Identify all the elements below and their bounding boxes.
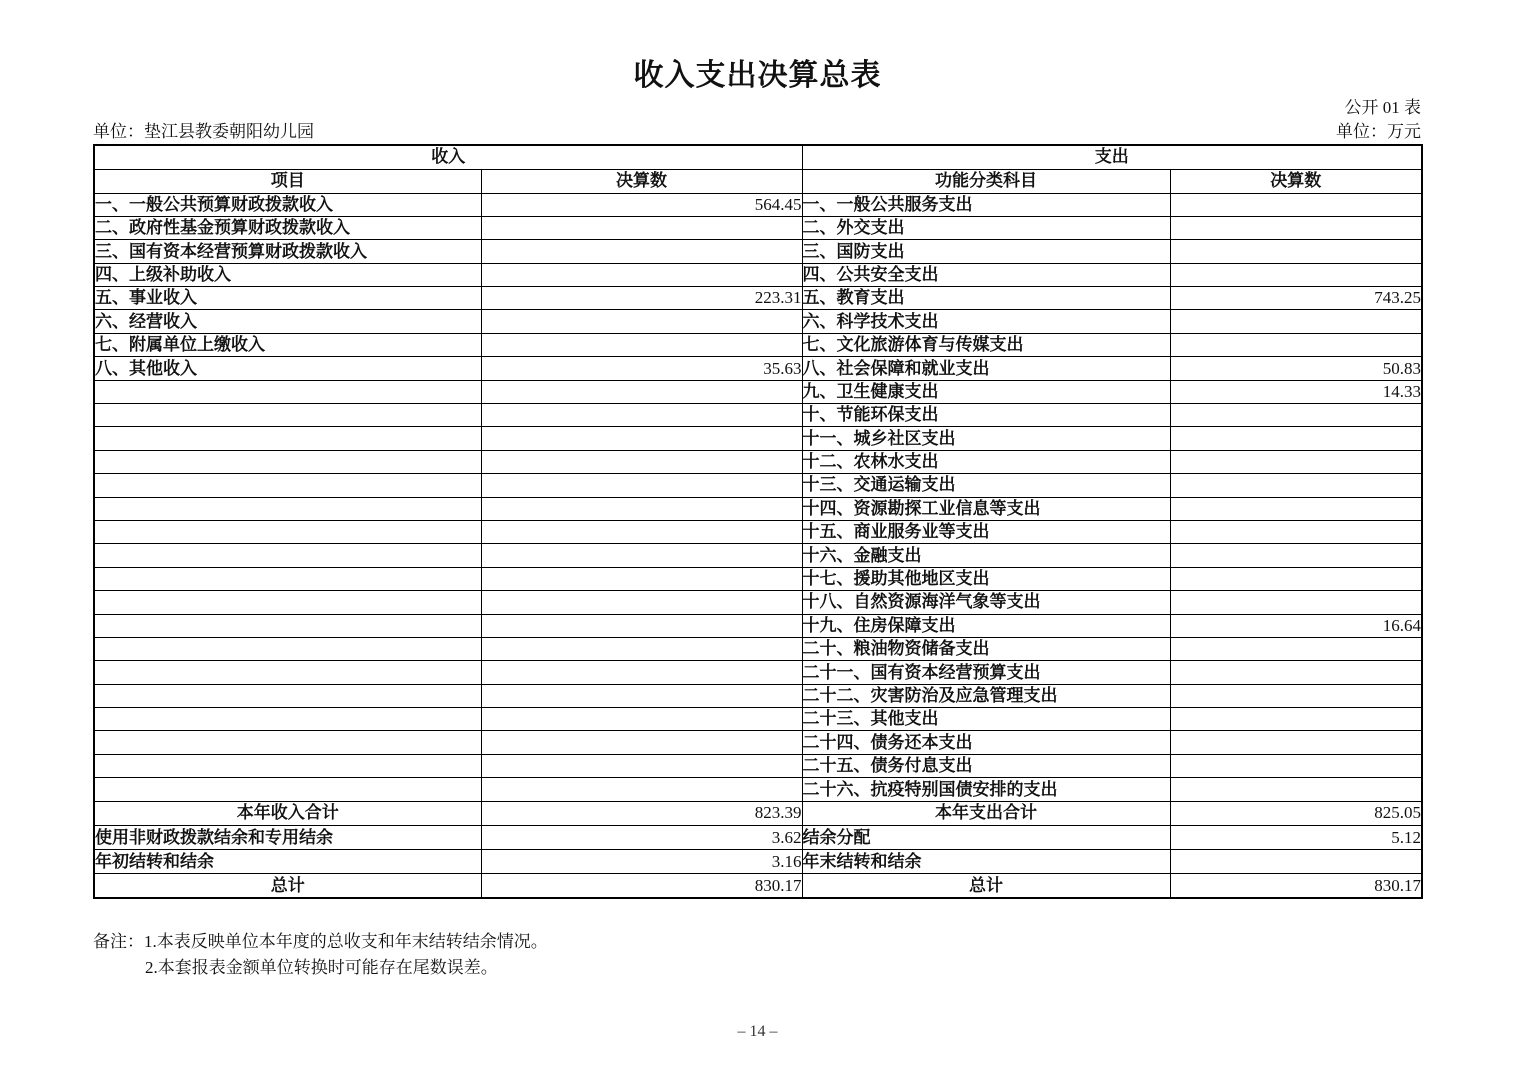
expense-item-cell: 十五、商业服务业等支出 [802,520,1170,543]
expense-amount-cell: 825.05 [1170,801,1422,825]
unit-row [93,117,1421,142]
expense-item-cell: 十四、资源勘探工业信息等支出 [802,497,1170,520]
income-item-cell [94,567,481,590]
table-row [94,754,1422,777]
expense-item-cell: 二十二、灾害防治及应急管理支出 [802,684,1170,707]
notes-label: 备注： [93,932,144,951]
table-row [94,474,1422,497]
expense-amount-cell [1170,661,1422,684]
income-amount-cell [481,216,802,239]
income-item-cell: 八、其他收入 [94,357,481,380]
income-item-cell [94,520,481,543]
income-item-cell [94,754,481,777]
income-amount-cell [481,380,802,403]
table-row [94,520,1422,543]
income-amount-cell [481,637,802,660]
expense-item-cell: 十、节能环保支出 [802,404,1170,427]
income-amount-cell: 3.16 [481,850,802,874]
expense-item-cell: 五、教育支出 [802,287,1170,310]
income-amount-cell [481,684,802,707]
expense-item-cell: 六、科学技术支出 [802,310,1170,333]
income-item-cell: 一、一般公共预算财政拨款收入 [94,193,481,216]
income-item-cell [94,474,481,497]
table-row [94,778,1422,801]
income-amount-cell [481,427,802,450]
expense-item-cell: 三、国防支出 [802,240,1170,263]
income-item-cell: 本年收入合计 [94,801,481,825]
expense-item-cell: 十六、金融支出 [802,544,1170,567]
unit-measure-label: 单位：万元 [1336,122,1421,141]
expense-item-cell: 一、一般公共服务支出 [802,193,1170,216]
income-amount-cell [481,614,802,637]
income-amount-cell [481,520,802,543]
income-item-cell: 年初结转和结余 [94,850,481,874]
expense-item-cell: 结余分配 [802,825,1170,849]
table-row [94,684,1422,707]
income-amount-cell [481,661,802,684]
table-row [94,310,1422,333]
income-amount-cell [481,544,802,567]
expense-item-cell: 十七、援助其他地区支出 [802,567,1170,590]
income-item-cell: 五、事业收入 [94,287,481,310]
income-amount-cell [481,731,802,754]
expense-item-cell: 十九、住房保障支出 [802,614,1170,637]
expense-item-cell: 二十一、国有资本经营预算支出 [802,661,1170,684]
expense-amount-cell: 5.12 [1170,825,1422,849]
income-amount-cell: 564.45 [481,193,802,216]
table-row [94,708,1422,731]
income-amount-cell [481,404,802,427]
income-item-cell [94,427,481,450]
table-row [94,380,1422,403]
expense-amount-cell [1170,520,1422,543]
income-item-cell [94,661,481,684]
income-item-cell: 三、国有资本经营预算财政拨款收入 [94,240,481,263]
income-amount-cell [481,240,802,263]
expense-amount-cell [1170,591,1422,614]
income-item-cell [94,637,481,660]
expense-item-cell: 九、卫生健康支出 [802,380,1170,403]
income-amount-cell [481,263,802,286]
income-amount-cell [481,310,802,333]
table-row [94,614,1422,637]
income-item-cell [94,614,481,637]
income-item-cell [94,684,481,707]
income-item-cell [94,778,481,801]
income-amount-cell [481,591,802,614]
expense-item-cell: 二十四、债务还本支出 [802,731,1170,754]
expense-amount-cell [1170,216,1422,239]
expense-amount-cell [1170,193,1422,216]
expense-amount-cell [1170,240,1422,263]
expense-item-cell: 二十六、抗疫特别国债安排的支出 [802,778,1170,801]
income-amount-cell [481,778,802,801]
expense-amount-cell: 830.17 [1170,874,1422,898]
income-amount-cell: 3.62 [481,825,802,849]
table-row [94,357,1422,380]
expense-amount-cell [1170,684,1422,707]
page-number: – 14 – [737,1023,778,1040]
notes-block [93,929,1421,981]
summary-row [94,825,1422,849]
expense-item-cell: 总计 [802,874,1170,898]
income-expense-table [93,144,1423,899]
income-item-cell [94,450,481,473]
expense-item-cell: 本年支出合计 [802,801,1170,825]
expense-amount-cell [1170,778,1422,801]
table-row [94,450,1422,473]
table-row [94,193,1422,216]
expense-amount-cell [1170,497,1422,520]
income-amount-cell: 823.39 [481,801,802,825]
expense-item-cell: 七、文化旅游体育与传媒支出 [802,333,1170,356]
expense-item-cell: 十二、农林水支出 [802,450,1170,473]
income-amount-cell [481,708,802,731]
unit-name-label: 单位：垫江县教委朝阳幼儿园 [93,122,314,141]
expense-item-cell: 十一、城乡社区支出 [802,427,1170,450]
table-row [94,287,1422,310]
expense-item-cell: 八、社会保障和就业支出 [802,357,1170,380]
expense-amount-cell [1170,310,1422,333]
col-header-income-amount: 决算数 [481,169,802,193]
income-amount-cell [481,754,802,777]
income-item-cell: 使用非财政拨款结余和专用结余 [94,825,481,849]
expense-item-cell: 二十三、其他支出 [802,708,1170,731]
expense-item-cell: 年末结转和结余 [802,850,1170,874]
income-amount-cell: 223.31 [481,287,802,310]
expense-amount-cell [1170,263,1422,286]
expense-amount-cell: 14.33 [1170,380,1422,403]
expense-amount-cell: 16.64 [1170,614,1422,637]
note-line-1 [93,929,1421,955]
table-row [94,240,1422,263]
note-line-2: 2.本套报表金额单位转换时可能存在尾数误差。 [145,958,498,977]
section-header-row [94,145,1422,169]
expense-item-cell: 十三、交通运输支出 [802,474,1170,497]
income-amount-cell [481,333,802,356]
expense-amount-cell [1170,333,1422,356]
table-row [94,591,1422,614]
expense-amount-cell [1170,450,1422,473]
expense-item-cell: 四、公共安全支出 [802,263,1170,286]
table-row [94,263,1422,286]
income-item-cell [94,380,481,403]
income-amount-cell: 35.63 [481,357,802,380]
col-header-income-item: 项目 [94,169,481,193]
table-row [94,731,1422,754]
page-title: 收入支出决算总表 [633,59,882,92]
expense-amount-cell [1170,637,1422,660]
income-section-header: 收入 [94,145,802,169]
note-text-1: 1.本表反映单位本年度的总收支和年末结转结余情况。 [144,932,548,951]
income-item-cell: 总计 [94,874,481,898]
table-row [94,567,1422,590]
expense-amount-cell [1170,427,1422,450]
income-item-cell [94,497,481,520]
expense-amount-cell [1170,850,1422,874]
expense-item-cell: 二十、粮油物资储备支出 [802,637,1170,660]
income-item-cell: 二、政府性基金预算财政拨款收入 [94,216,481,239]
income-amount-cell [481,474,802,497]
expense-amount-cell [1170,404,1422,427]
expense-amount-cell [1170,474,1422,497]
col-header-expense-amount: 决算数 [1170,169,1422,193]
table-row [94,544,1422,567]
expense-item-cell: 十八、自然资源海洋气象等支出 [802,591,1170,614]
column-header-row [94,169,1422,193]
col-header-expense-item: 功能分类科目 [802,169,1170,193]
table-row [94,216,1422,239]
table-row [94,404,1422,427]
summary-row [94,874,1422,898]
expense-amount-cell [1170,731,1422,754]
table-row [94,497,1422,520]
expense-amount-cell: 50.83 [1170,357,1422,380]
table-row [94,637,1422,660]
expense-section-header: 支出 [802,145,1422,169]
income-item-cell: 六、经营收入 [94,310,481,333]
table-row [94,333,1422,356]
expense-item-cell: 二、外交支出 [802,216,1170,239]
income-amount-cell: 830.17 [481,874,802,898]
expense-amount-cell [1170,544,1422,567]
table-row [94,661,1422,684]
expense-amount-cell: 743.25 [1170,287,1422,310]
summary-row [94,850,1422,874]
income-amount-cell [481,497,802,520]
income-item-cell [94,731,481,754]
income-amount-cell [481,450,802,473]
income-item-cell: 四、上级补助收入 [94,263,481,286]
income-item-cell [94,404,481,427]
sheet-code-label: 公开 01 表 [1344,98,1421,117]
income-amount-cell [481,567,802,590]
expense-amount-cell [1170,754,1422,777]
expense-amount-cell [1170,708,1422,731]
summary-row [94,801,1422,825]
table-row [94,427,1422,450]
income-item-cell: 七、附属单位上缴收入 [94,333,481,356]
income-item-cell [94,708,481,731]
expense-amount-cell [1170,567,1422,590]
expense-item-cell: 二十五、债务付息支出 [802,754,1170,777]
income-item-cell [94,544,481,567]
income-item-cell [94,591,481,614]
